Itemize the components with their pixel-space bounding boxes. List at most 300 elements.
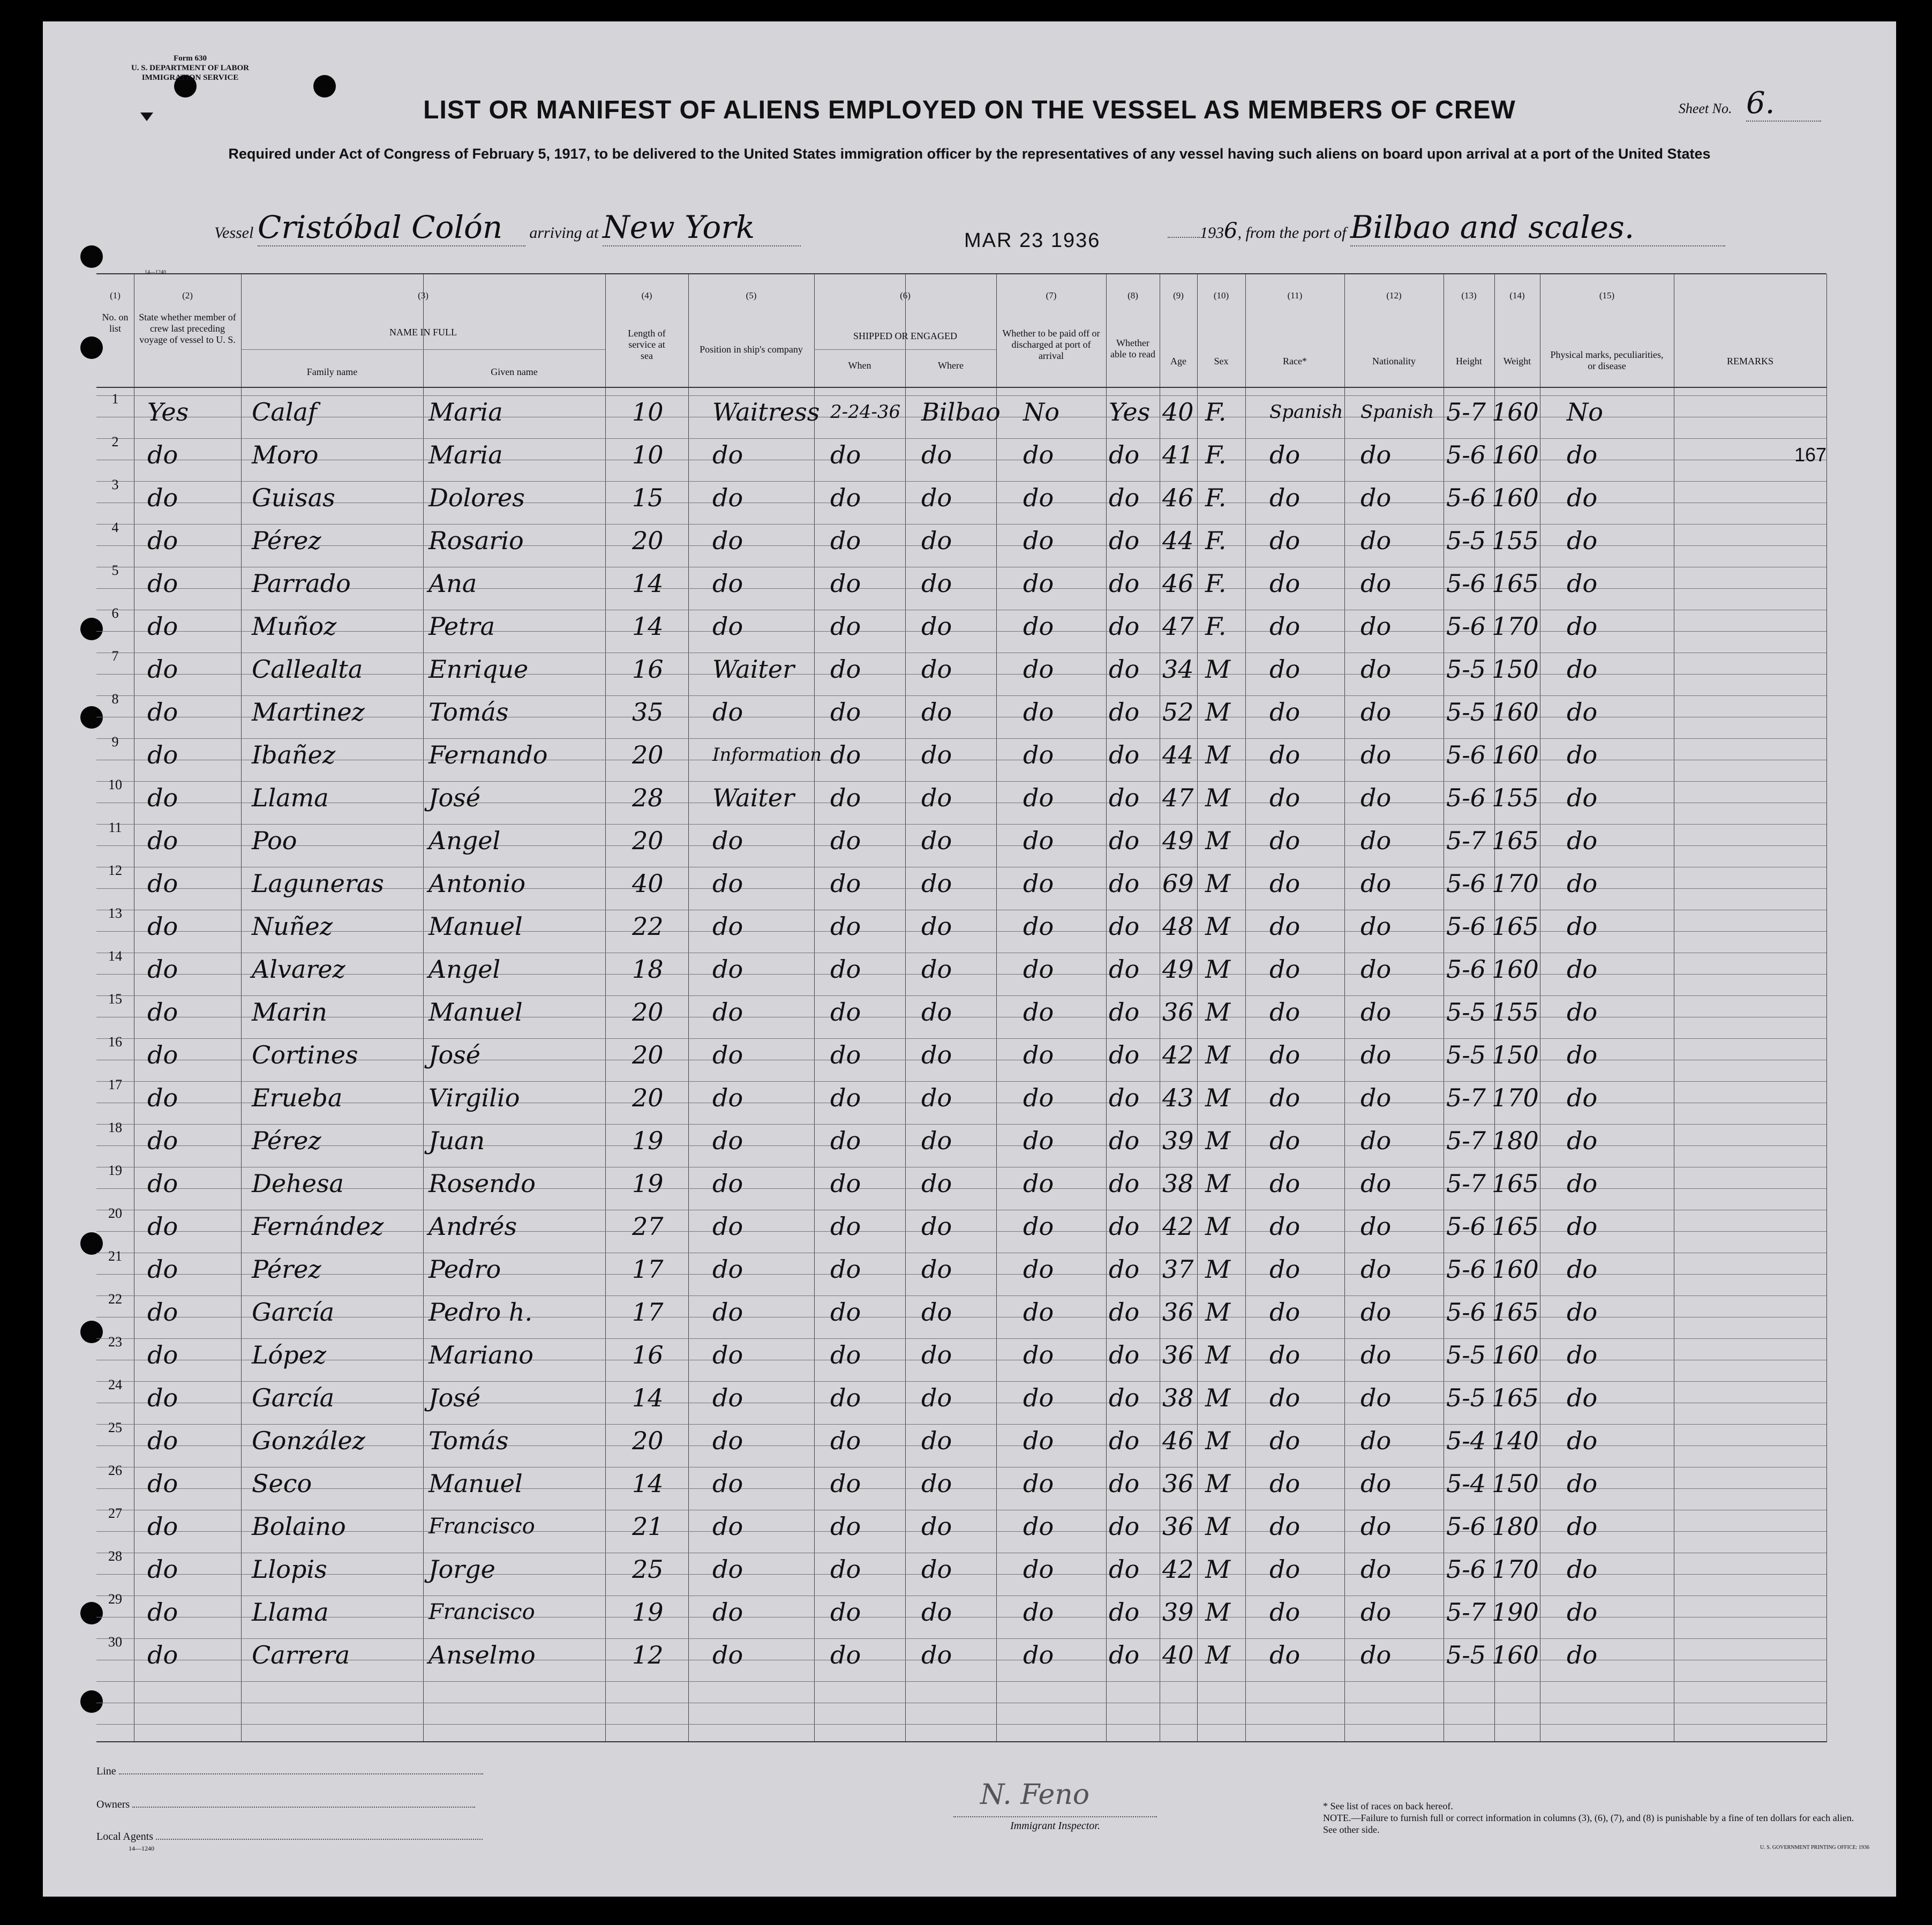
cell-shipped-when: do <box>830 1298 861 1327</box>
cell-shipped-where: do <box>921 440 952 469</box>
cell-physical-marks: do <box>1567 440 1598 469</box>
cell-height: 5-6 <box>1446 612 1486 641</box>
cell-service-length: 22 <box>632 912 664 941</box>
cell-able-read: do <box>1109 783 1140 812</box>
cell-paid-off: do <box>1023 955 1054 984</box>
cell-prev-voyage: do <box>147 1298 178 1327</box>
cell-shipped-where: do <box>921 1426 952 1455</box>
cell-age: 44 <box>1162 526 1194 555</box>
cell-shipped-where: do <box>921 826 952 855</box>
cell-race: do <box>1269 1255 1300 1284</box>
cell-nationality: do <box>1360 1383 1392 1412</box>
cell-race: do <box>1269 1426 1300 1455</box>
cell-shipped-when: do <box>830 1383 861 1412</box>
inspector-line <box>953 1816 1157 1817</box>
cell-age: 48 <box>1162 912 1194 941</box>
cell-prev-voyage: do <box>147 998 178 1027</box>
cell-position: do <box>712 1641 743 1669</box>
cell-nationality: do <box>1360 998 1392 1027</box>
cell-age: 47 <box>1162 783 1194 812</box>
cell-row-number: 17 <box>108 1077 122 1092</box>
cell-family-name: Cortines <box>252 1040 358 1069</box>
cell-row-number: 12 <box>108 863 122 878</box>
cell-age: 39 <box>1162 1126 1194 1155</box>
cell-service-length: 27 <box>632 1212 664 1241</box>
cell-position: do <box>712 826 743 855</box>
cell-given-name: Virgilio <box>429 1083 520 1112</box>
year-from-line: 1936, from the port of Bilbao and scales. <box>1168 209 1725 246</box>
cell-given-name: Andrés <box>429 1212 517 1241</box>
cell-height: 5-5 <box>1446 1383 1486 1412</box>
grid-vertical-line <box>423 274 424 1742</box>
cell-nationality: do <box>1360 1340 1392 1369</box>
cell-paid-off: do <box>1023 440 1054 469</box>
cell-shipped-where: do <box>921 1126 952 1155</box>
cell-family-name: López <box>252 1340 327 1369</box>
cell-physical-marks: do <box>1567 740 1598 769</box>
cell-paid-off: do <box>1023 483 1054 512</box>
cell-shipped-where: do <box>921 1598 952 1627</box>
cell-sex: M <box>1205 698 1231 726</box>
cell-weight: 160 <box>1492 1340 1539 1369</box>
cell-race: do <box>1269 698 1300 726</box>
cell-paid-off: do <box>1023 1126 1054 1155</box>
cell-family-name: Parrado <box>252 569 351 598</box>
cell-family-name: Carrera <box>252 1641 350 1669</box>
cell-race: do <box>1269 1641 1300 1669</box>
cell-shipped-where: do <box>921 1169 952 1198</box>
cell-prev-voyage: do <box>147 1040 178 1069</box>
cell-position: do <box>712 698 743 726</box>
cell-physical-marks: do <box>1567 1383 1598 1412</box>
col-num-13: (13) <box>1461 290 1477 301</box>
cell-weight: 160 <box>1492 483 1539 512</box>
cell-height: 5-5 <box>1446 526 1486 555</box>
date-stamp: MAR 23 1936 <box>964 229 1101 252</box>
cell-row-number: 23 <box>108 1334 122 1350</box>
cell-able-read: do <box>1109 655 1140 684</box>
cell-weight: 160 <box>1492 698 1539 726</box>
cell-paid-off: do <box>1023 655 1054 684</box>
line-label: Line <box>96 1765 116 1777</box>
cell-weight: 170 <box>1492 1083 1539 1112</box>
cell-age: 46 <box>1162 569 1194 598</box>
cell-shipped-when: do <box>830 1083 861 1112</box>
cell-nationality: do <box>1360 1426 1392 1455</box>
cell-shipped-where: do <box>921 1469 952 1498</box>
cell-prev-voyage: do <box>147 526 178 555</box>
cell-nationality: do <box>1360 1083 1392 1112</box>
cell-able-read: do <box>1109 612 1140 641</box>
cell-service-length: 12 <box>632 1641 664 1669</box>
cell-sex: F. <box>1205 398 1227 426</box>
cell-age: 52 <box>1162 698 1194 726</box>
cell-race: do <box>1269 740 1300 769</box>
cell-shipped-when: do <box>830 569 861 598</box>
cell-shipped-where: do <box>921 1340 952 1369</box>
cell-age: 43 <box>1162 1083 1194 1112</box>
cell-weight: 170 <box>1492 869 1539 898</box>
cell-shipped-where: do <box>921 1040 952 1069</box>
header-weight: Weight <box>1503 356 1531 366</box>
cell-shipped-where: do <box>921 1298 952 1327</box>
cell-paid-off: do <box>1023 1512 1054 1541</box>
cell-shipped-where: do <box>921 955 952 984</box>
cell-given-name: Dolores <box>429 483 525 512</box>
cell-able-read: do <box>1109 1298 1140 1327</box>
cell-race: do <box>1269 1040 1300 1069</box>
cell-shipped-where: do <box>921 1212 952 1241</box>
col-num-6: (6) <box>900 290 911 301</box>
cell-service-length: 17 <box>632 1255 664 1284</box>
header-sex: Sex <box>1214 356 1229 366</box>
cell-weight: 150 <box>1492 655 1539 684</box>
cell-given-name: Mariano <box>429 1340 533 1369</box>
cell-physical-marks: do <box>1567 1298 1598 1327</box>
cell-weight: 180 <box>1492 1512 1539 1541</box>
header-race: Race* <box>1283 356 1307 366</box>
grid-vertical-line <box>1245 274 1246 1742</box>
grid-vertical-line <box>1106 274 1107 1742</box>
cell-row-number: 7 <box>111 648 119 664</box>
cell-age: 36 <box>1162 1298 1194 1327</box>
cell-given-name: Jorge <box>429 1555 495 1584</box>
cell-able-read: do <box>1109 869 1140 898</box>
cell-height: 5-6 <box>1446 1212 1486 1241</box>
cell-sex: M <box>1205 1512 1231 1541</box>
cell-height: 5-7 <box>1446 1126 1486 1155</box>
cell-height: 5-5 <box>1446 1340 1486 1369</box>
cell-height: 5-6 <box>1446 1255 1486 1284</box>
cell-family-name: Fernández <box>252 1212 384 1241</box>
cell-age: 41 <box>1162 440 1194 469</box>
cell-paid-off: do <box>1023 998 1054 1027</box>
cell-position: do <box>712 1383 743 1412</box>
header-nationality: Nationality <box>1372 356 1416 366</box>
cell-shipped-when: do <box>830 1598 861 1627</box>
cell-service-length: 40 <box>632 869 664 898</box>
cell-paid-off: do <box>1023 1298 1054 1327</box>
cell-sex: M <box>1205 1641 1231 1669</box>
cell-paid-off: do <box>1023 1469 1054 1498</box>
cell-row-number: 24 <box>108 1377 122 1392</box>
cell-physical-marks: do <box>1567 1555 1598 1584</box>
cell-family-name: Guisas <box>252 483 335 512</box>
cell-service-length: 16 <box>632 1340 664 1369</box>
cell-height: 5-6 <box>1446 955 1486 984</box>
cell-age: 34 <box>1162 655 1194 684</box>
cell-weight: 180 <box>1492 1126 1539 1155</box>
cell-weight: 155 <box>1492 998 1539 1027</box>
cell-prev-voyage: do <box>147 1469 178 1498</box>
cell-service-length: 25 <box>632 1555 664 1584</box>
cell-position: do <box>712 912 743 941</box>
header-height: Height <box>1456 356 1482 366</box>
cell-nationality: do <box>1360 1598 1392 1627</box>
cell-sex: M <box>1205 740 1231 769</box>
cell-physical-marks: do <box>1567 1212 1598 1241</box>
cell-height: 5-7 <box>1446 398 1486 426</box>
cell-nationality: do <box>1360 826 1392 855</box>
agents-code: 14—1240 <box>129 1845 154 1852</box>
col-num-9: (9) <box>1173 290 1184 301</box>
cell-family-name: Moro <box>252 440 319 469</box>
cell-paid-off: do <box>1023 826 1054 855</box>
cell-physical-marks: do <box>1567 1598 1598 1627</box>
cell-height: 5-5 <box>1446 1641 1486 1669</box>
cell-prev-voyage: do <box>147 1512 178 1541</box>
cell-race: do <box>1269 1340 1300 1369</box>
cell-given-name: Tomás <box>429 698 509 726</box>
cell-age: 47 <box>1162 612 1194 641</box>
cell-race: do <box>1269 1383 1300 1412</box>
cell-paid-off: do <box>1023 1040 1054 1069</box>
cell-family-name: Pérez <box>252 526 321 555</box>
cell-weight: 155 <box>1492 783 1539 812</box>
cell-nationality: do <box>1360 1212 1392 1241</box>
cell-given-name: Anselmo <box>429 1641 536 1669</box>
cell-able-read: do <box>1109 526 1140 555</box>
cell-race: do <box>1269 783 1300 812</box>
cell-physical-marks: do <box>1567 1255 1598 1284</box>
cell-shipped-when: do <box>830 1512 861 1541</box>
cell-physical-marks: do <box>1567 783 1598 812</box>
cell-prev-voyage: do <box>147 440 178 469</box>
cell-remarks: 167 <box>1794 444 1827 466</box>
cell-age: 46 <box>1162 483 1194 512</box>
cell-row-number: 25 <box>108 1420 122 1435</box>
cell-physical-marks: do <box>1567 1340 1598 1369</box>
cell-service-length: 20 <box>632 526 664 555</box>
cell-able-read: do <box>1109 1340 1140 1369</box>
cell-sex: M <box>1205 1426 1231 1455</box>
cell-sex: M <box>1205 1340 1231 1369</box>
cell-nationality: do <box>1360 1169 1392 1198</box>
header-when: When <box>848 360 871 371</box>
cell-age: 49 <box>1162 826 1194 855</box>
cell-sex: F. <box>1205 440 1227 469</box>
cell-height: 5-6 <box>1446 1298 1486 1327</box>
cell-age: 42 <box>1162 1555 1194 1584</box>
inspector-signature: N. Feno <box>980 1779 1090 1811</box>
grid-header-bottom <box>96 387 1826 388</box>
cell-weight: 160 <box>1492 1255 1539 1284</box>
cell-paid-off: do <box>1023 612 1054 641</box>
cell-paid-off: do <box>1023 1083 1054 1112</box>
cell-prev-voyage: do <box>147 955 178 984</box>
cell-row-number: 18 <box>108 1120 122 1135</box>
cell-service-length: 14 <box>632 569 664 598</box>
cell-physical-marks: do <box>1567 612 1598 641</box>
header-physical-marks: Physical marks, peculiarities, or disease <box>1550 349 1664 371</box>
cell-row-number: 15 <box>108 991 122 1007</box>
header-where: Where <box>938 360 964 371</box>
cell-row-number: 3 <box>111 477 119 492</box>
cell-position: do <box>712 998 743 1027</box>
cell-age: 36 <box>1162 1340 1194 1369</box>
cell-shipped-when: do <box>830 955 861 984</box>
cell-paid-off: do <box>1023 569 1054 598</box>
cell-physical-marks: do <box>1567 869 1598 898</box>
cell-shipped-where: do <box>921 1255 952 1284</box>
cell-sex: M <box>1205 1469 1231 1498</box>
cell-row-number: 6 <box>111 605 119 621</box>
header-able-read: Whether able to read <box>1110 338 1155 359</box>
cell-row-number: 2 <box>111 434 119 450</box>
cell-service-length: 19 <box>632 1598 664 1627</box>
cell-nationality: do <box>1360 1126 1392 1155</box>
cell-race: do <box>1269 955 1300 984</box>
cell-able-read: Yes <box>1109 398 1151 426</box>
cell-shipped-where: do <box>921 1555 952 1584</box>
cell-prev-voyage: do <box>147 1555 178 1584</box>
cell-given-name: José <box>429 1383 480 1412</box>
cell-row-number: 13 <box>108 905 122 921</box>
cell-shipped-when: do <box>830 998 861 1027</box>
cell-shipped-when: do <box>830 1426 861 1455</box>
cell-physical-marks: do <box>1567 826 1598 855</box>
cell-service-length: 10 <box>632 440 664 469</box>
year-value: 6 <box>1224 219 1238 243</box>
cell-prev-voyage: do <box>147 483 178 512</box>
year-label: 193 <box>1200 224 1224 242</box>
cell-paid-off: do <box>1023 869 1054 898</box>
cell-nationality: do <box>1360 1469 1392 1498</box>
cell-sex: M <box>1205 869 1231 898</box>
cell-given-name: Pedro h. <box>429 1298 533 1327</box>
cell-given-name: Pedro <box>429 1255 501 1284</box>
cell-paid-off: do <box>1023 912 1054 941</box>
col-num-11: (11) <box>1287 290 1303 301</box>
cell-sex: M <box>1205 998 1231 1027</box>
department-name: U. S. DEPARTMENT OF LABOR <box>131 64 250 72</box>
cell-sex: F. <box>1205 612 1227 641</box>
header-no-on-list: No. on list <box>102 312 129 334</box>
cell-given-name: Angel <box>429 826 501 855</box>
cell-row-number: 26 <box>108 1463 122 1478</box>
cell-service-length: 21 <box>632 1512 664 1541</box>
cell-able-read: do <box>1109 1255 1140 1284</box>
cell-shipped-where: do <box>921 1641 952 1669</box>
cell-race: do <box>1269 655 1300 684</box>
cell-physical-marks: do <box>1567 1512 1598 1541</box>
manifest-sheet <box>43 21 1896 1897</box>
cell-position: do <box>712 1512 743 1541</box>
header-prev-voyage: State whether member of crew last preceding voyage of vessel to U. S. <box>139 312 236 345</box>
cell-family-name: Dehesa <box>252 1169 344 1198</box>
from-port: Bilbao and scales. <box>1350 209 1725 246</box>
cell-shipped-when: do <box>830 483 861 512</box>
cell-shipped-when: do <box>830 740 861 769</box>
cell-row-number: 16 <box>108 1034 122 1050</box>
cell-able-read: do <box>1109 1040 1140 1069</box>
cell-weight: 165 <box>1492 1298 1539 1327</box>
sheet-label: Sheet No. <box>1678 101 1732 116</box>
cell-row-number: 29 <box>108 1591 122 1607</box>
cell-given-name: Manuel <box>429 1469 523 1498</box>
cell-race: do <box>1269 612 1300 641</box>
cell-able-read: do <box>1109 1598 1140 1627</box>
cell-service-length: 19 <box>632 1126 664 1155</box>
cell-prev-voyage: do <box>147 1255 178 1284</box>
cell-sex: M <box>1205 1383 1231 1412</box>
cell-given-name: Enrique <box>429 655 529 684</box>
cell-position: do <box>712 1555 743 1584</box>
cell-height: 5-6 <box>1446 869 1486 898</box>
cell-race: do <box>1269 569 1300 598</box>
arriving-port: New York <box>603 209 801 246</box>
cell-family-name: Alvarez <box>252 955 345 984</box>
cell-weight: 170 <box>1492 612 1539 641</box>
cell-family-name: Calaf <box>252 398 317 426</box>
cell-sex: F. <box>1205 483 1227 512</box>
cell-service-length: 14 <box>632 612 664 641</box>
cell-height: 5-6 <box>1446 1555 1486 1584</box>
col-num-14: (14) <box>1509 290 1525 301</box>
cell-row-number: 27 <box>108 1505 122 1521</box>
cell-height: 5-6 <box>1446 783 1486 812</box>
cell-able-read: do <box>1109 1083 1140 1112</box>
cell-able-read: do <box>1109 826 1140 855</box>
cell-shipped-where: do <box>921 998 952 1027</box>
cell-paid-off: No <box>1023 398 1059 426</box>
cell-nationality: do <box>1360 612 1392 641</box>
cell-shipped-when: do <box>830 440 861 469</box>
cell-weight: 160 <box>1492 740 1539 769</box>
cell-row-number: 21 <box>108 1248 122 1264</box>
cell-sex: M <box>1205 1212 1231 1241</box>
cell-shipped-when: do <box>830 1040 861 1069</box>
cell-shipped-where: Bilbao <box>921 398 1001 426</box>
cell-paid-off: do <box>1023 1598 1054 1627</box>
cell-sex: M <box>1205 1555 1231 1584</box>
cell-family-name: Ibañez <box>252 740 336 769</box>
crew-table <box>96 273 1826 1742</box>
cell-position: do <box>712 1255 743 1284</box>
cell-sex: M <box>1205 1598 1231 1627</box>
cell-height: 5-6 <box>1446 1512 1486 1541</box>
cell-sex: M <box>1205 1126 1231 1155</box>
cell-race: do <box>1269 483 1300 512</box>
cell-paid-off: do <box>1023 1383 1054 1412</box>
cell-age: 38 <box>1162 1383 1194 1412</box>
cell-service-length: 28 <box>632 783 664 812</box>
grid-vertical-line <box>1344 274 1345 1742</box>
header-shipped-engaged: SHIPPED OR ENGAGED <box>853 331 957 341</box>
cell-given-name: Petra <box>429 612 495 641</box>
cell-prev-voyage: do <box>147 1340 178 1369</box>
cell-race: do <box>1269 1555 1300 1584</box>
cell-weight: 160 <box>1492 440 1539 469</box>
cell-shipped-when: do <box>830 1255 861 1284</box>
cell-prev-voyage: do <box>147 740 178 769</box>
arriving-label: arriving at <box>529 224 599 242</box>
header-family-name: Family name <box>306 366 358 377</box>
cell-age: 44 <box>1162 740 1194 769</box>
cell-weight: 165 <box>1492 826 1539 855</box>
cell-age: 36 <box>1162 1469 1194 1498</box>
cell-able-read: do <box>1109 483 1140 512</box>
printer-note: U. S. GOVERNMENT PRINTING OFFICE: 1936 <box>1760 1845 1869 1851</box>
cell-nationality: do <box>1360 655 1392 684</box>
cell-shipped-when: do <box>830 1641 861 1669</box>
cell-paid-off: do <box>1023 1255 1054 1284</box>
small-form-code: 14—1240 <box>145 269 166 275</box>
service-name: IMMIGRATION SERVICE <box>141 73 239 82</box>
from-label: from the port of <box>1245 224 1347 242</box>
cell-prev-voyage: do <box>147 1383 178 1412</box>
cell-family-name: Erueba <box>252 1083 343 1112</box>
